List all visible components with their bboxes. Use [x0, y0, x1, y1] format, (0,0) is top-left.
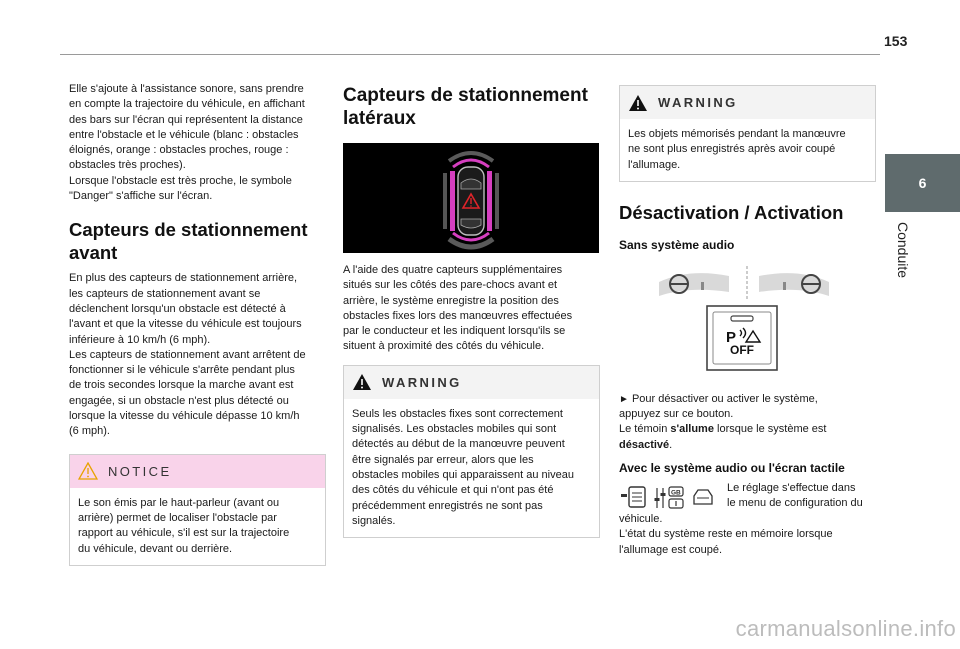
- settings-continued: véhicule. L'état du système reste en mémoire lorsque l'allumage est coupé.: [619, 513, 833, 556]
- page-number: 153: [884, 33, 908, 49]
- side-sensors-illustration: [343, 143, 599, 253]
- off-label: OFF: [730, 343, 754, 357]
- warning-header-right: [620, 86, 875, 119]
- gb-label: GB: [671, 489, 681, 497]
- side-sensors-title: Capteurs de stationnement latéraux: [343, 85, 588, 129]
- warning-body-middle: Seuls les obstacles fixes sont correctement signalisés. Les obstacles mobiles qui sont détectés au début de la manœuvre peuvent être signalés par erreur, alors que les obstacles mobiles qui apparaissent au niveau des côtés du véhicule et qui n'ont pas été précédemment enregistrés ne sont pas signalés.: [352, 407, 574, 527]
- header-divider: [60, 54, 880, 55]
- intro-paragraph: Elle s'ajoute à l'assistance sonore, sans prendre en compte la trajectoire du véhicule, en affichant des bars sur l'écran qui représentent la distance entre l'obstacle et le véhicule (blanc : obstacles éloignés, orange : obstacles proches, rouge : obstacles très proches). Lorsque l'obstacle est très proche, le symbole "Danger" s'affiche sur l'écran.: [69, 83, 305, 203]
- warning-triangle-icon: [352, 373, 372, 391]
- chapter-label: Conduite: [895, 222, 911, 279]
- warning-box-right: [619, 85, 876, 182]
- warning-heading-middle: WARNING: [382, 374, 462, 390]
- warning-triangle-icon: [78, 462, 98, 480]
- side-sensors-paragraph: A l'aide des quatre capteurs supplémentaires situés sur les côtés des pare-chocs avant et arrière, le système enregistre la position des obstacles fixes lors des manœuvres effectuées par le conducteur et les indiquent lorsqu'ils se situent à proximité des côtés du véhicule.: [343, 264, 573, 353]
- warning-body-right: Les objets mémorisés pendant la manœuvre ne sont plus enregistrés après avoir coupé l'allumage.: [628, 128, 846, 171]
- bullet-arrow-icon: ►: [619, 393, 629, 405]
- front-sensors-title: Capteurs de stationnement avant: [69, 219, 308, 264]
- warning-triangle-icon: [628, 94, 648, 112]
- chapter-tab[interactable]: 6: [885, 154, 960, 212]
- column-right: [619, 85, 876, 558]
- notice-heading: NOTICE: [108, 463, 172, 479]
- press-instruction: ► Pour désactiver ou activer le système, appuyez sur ce bouton. Le témoin s'allume lorsque le système est désactivé.: [619, 392, 827, 451]
- front-sensors-paragraph: En plus des capteurs de stationnement arrière, les capteurs de stationnement avant se déclenchent lorsqu'un obstacle est détecté à l'avant et que la vitesse du véhicule est toujours inférieure à 10 km/h (6 mph). Les capteurs de stationnement avant arrêtent de fonctionner si le véhicule s'arrête pendant plus de trois secondes lorsque la marche avant est engagée, si un obstacle n'est plus détecté ou lorsque la vitesse du véhicule dépasse 10 km/h (6 mph).: [69, 272, 306, 438]
- column-left: [69, 82, 326, 566]
- settings-text: Le réglage s'effectue dans le menu de configuration du: [727, 482, 863, 510]
- notice-box: [69, 454, 326, 566]
- touchscreen-settings-icon: [619, 484, 719, 512]
- svg-text:P: P: [726, 328, 737, 346]
- notice-header: [70, 455, 325, 488]
- subtitle-with-audio: Avec le système audio ou l'écran tactile: [619, 461, 845, 476]
- settings-row: [619, 484, 876, 514]
- column-middle: [343, 84, 600, 538]
- deactivation-title: Désactivation / Activation: [619, 201, 844, 223]
- subtitle-no-audio: Sans système audio: [619, 237, 735, 252]
- warning-box-middle: [343, 365, 600, 538]
- notice-body: Le son émis par le haut-parleur (avant ou arrière) permet de localiser l'obstacle par rapport au véhicule, s'il est sur la trajectoire du véhicule, devant ou derrière.: [78, 496, 290, 555]
- warning-header-middle: [344, 366, 599, 399]
- watermark: carmanualsonline.info: [735, 616, 956, 641]
- warning-heading-right: WARNING: [658, 95, 738, 110]
